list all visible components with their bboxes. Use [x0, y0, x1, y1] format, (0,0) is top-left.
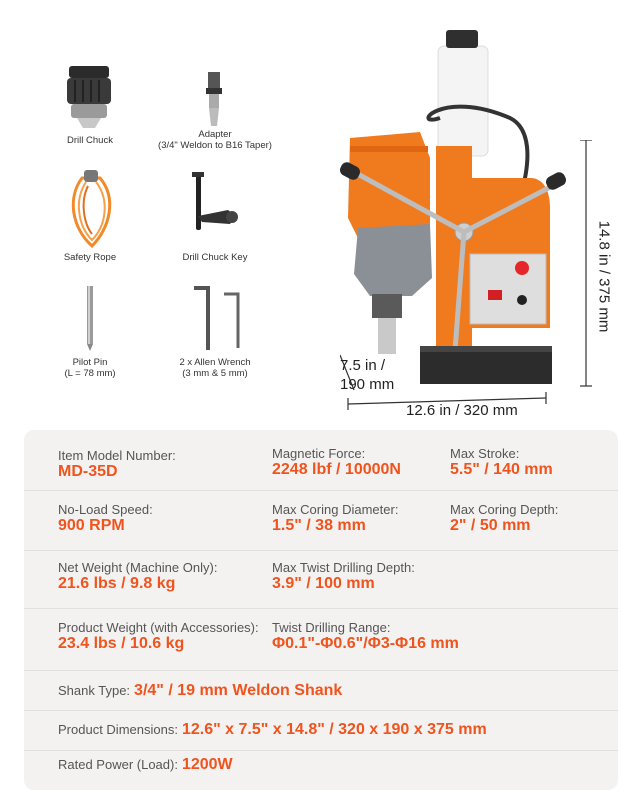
spec-row-7: [24, 750, 618, 790]
accessory-safety-rope-label: [40, 253, 140, 264]
spec-value: 1200W: [181, 756, 233, 773]
spec-row-3: [24, 550, 618, 609]
spec-max-stroke: [450, 446, 553, 479]
spec-max-twist-depth: [272, 560, 415, 593]
spec-value: 12.6" x 7.5" x 14.8" / 320 x 190 x 375 mm: [181, 721, 487, 738]
spec-value: 3/4" / 19 mm Weldon Shank: [134, 682, 343, 699]
allen-wrench-image: [188, 284, 248, 354]
spec-row-4: [24, 608, 618, 671]
spec-product-weight: [58, 620, 259, 653]
spec-label: Net Weight (Machine Only):: [58, 560, 218, 575]
spec-product-dimensions: [58, 721, 487, 739]
accessory-name: Adapter: [198, 129, 232, 140]
spec-row-6: [24, 710, 618, 751]
adapter-image: [204, 72, 224, 128]
pilot-pin-image: [82, 286, 98, 352]
spec-twist-range: [272, 620, 459, 653]
accessory-allen-wrench-label: [150, 358, 280, 380]
accessory-name: Pilot Pin: [72, 357, 108, 368]
spec-label: Max Twist Drilling Depth:: [272, 560, 415, 575]
spec-model: [58, 448, 176, 481]
spec-no-load-speed: [58, 502, 153, 535]
spec-row-5: [24, 670, 618, 711]
spec-max-coring-diameter: [272, 502, 398, 535]
spec-shank-type: [58, 682, 342, 700]
spec-value: 21.6 lbs / 9.8 kg: [58, 575, 176, 592]
accessory-name: Drill Chuck Key: [182, 252, 248, 263]
spec-label: Max Coring Depth:: [450, 502, 559, 517]
spec-label: Shank Type:: [58, 683, 131, 698]
spec-value: Φ0.1"-Φ0.6"/Φ3-Φ16 mm: [272, 635, 459, 652]
specs-panel: [24, 430, 618, 790]
depth-dimension-label: [340, 356, 394, 394]
spec-label: No-Load Speed:: [58, 502, 153, 517]
spec-label: Max Coring Diameter:: [272, 502, 399, 517]
spec-max-coring-depth: [450, 502, 558, 535]
accessory-name: 2 x Allen Wrench: [179, 357, 251, 368]
depth-dimension-line2: 190 mm: [340, 376, 395, 393]
spec-label: Magnetic Force:: [272, 446, 366, 461]
spec-label: Twist Drilling Range:: [272, 620, 391, 635]
safety-rope-image: [62, 168, 122, 252]
spec-value: 23.4 lbs / 10.6 kg: [58, 635, 185, 652]
accessory-name: Safety Rope: [63, 252, 117, 263]
spec-value: 5.5" / 140 mm: [450, 461, 553, 478]
spec-value: 3.9" / 100 mm: [272, 575, 375, 592]
chuck-key-image: [188, 170, 244, 236]
spec-value: 900 RPM: [58, 517, 125, 534]
spec-net-weight: [58, 560, 217, 593]
spec-row-2: [24, 490, 618, 551]
spec-label: Product Weight (with Accessories):: [58, 620, 259, 635]
accessory-pilot-pin-label: [40, 358, 140, 380]
height-dimension-label: 14.8 in / 375 mm: [595, 220, 613, 333]
width-dimension-label: 12.6 in / 320 mm: [406, 402, 518, 419]
drill-chuck-image: [63, 64, 115, 132]
spec-value: 2248 lbf / 10000N: [272, 461, 401, 478]
spec-row-1: [24, 430, 618, 491]
accessory-name: Drill Chuck: [67, 135, 113, 146]
accessory-detail: (L = 78 mm): [64, 367, 116, 379]
spec-label: Product Dimensions:: [58, 722, 178, 737]
accessory-detail: (3 mm & 5 mm): [182, 367, 248, 379]
depth-dimension-line1: 7.5 in /: [340, 357, 386, 374]
spec-label: Max Stroke:: [450, 446, 520, 461]
spec-magnetic-force: [272, 446, 401, 479]
accessory-drill-chuck-label: [40, 136, 140, 147]
spec-value: 2" / 50 mm: [450, 517, 531, 534]
spec-label: Item Model Number:: [58, 448, 176, 463]
accessory-detail: (3/4" Weldon to B16 Taper): [158, 139, 272, 151]
spec-value: 1.5" / 38 mm: [272, 517, 366, 534]
spec-rated-power: [58, 756, 233, 774]
accessory-chuck-key-label: [160, 253, 270, 264]
spec-label: Rated Power (Load):: [58, 757, 178, 772]
accessory-adapter-label: [145, 130, 285, 152]
spec-value: MD-35D: [58, 463, 118, 480]
